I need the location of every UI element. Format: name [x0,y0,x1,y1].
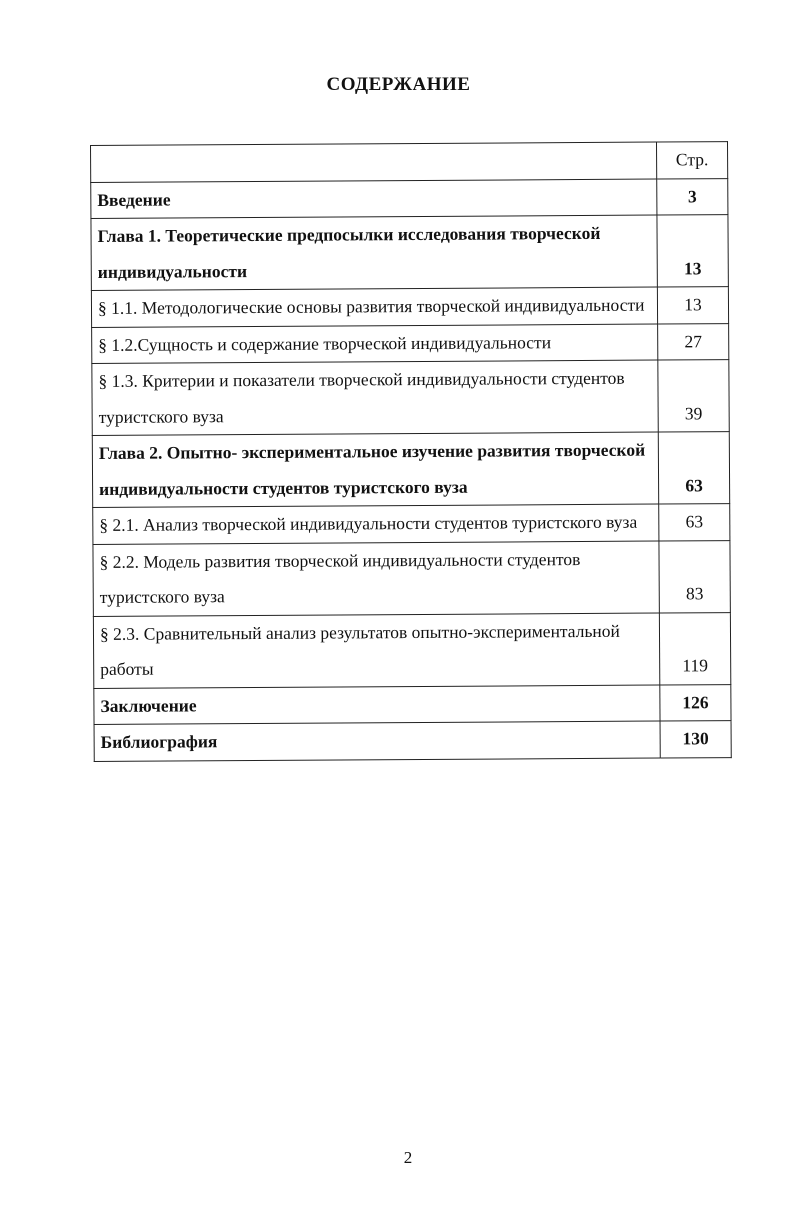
toc-entry-text: § 2.3. Сравнительный анализ результатов опытно-экспериментальной работы [93,613,659,688]
toc-entry-text: § 2.2. Модель развития творческой индивидуальности студентов туристского вуза [93,541,659,616]
toc-row-bibliography [94,721,731,761]
toc-header-page-cell: Стр. [656,142,727,179]
toc-row-chapter-2 [92,432,729,508]
toc-row-introduction [91,178,728,218]
toc-entry-page: 13 [657,215,728,287]
toc-entry-text: § 1.3. Критерии и показатели творческой индивидуальности студентов туристского вуза [92,360,658,435]
toc-entry-page: 3 [657,178,728,215]
toc-entry-page: 63 [659,504,730,541]
toc-row-section-1-3 [92,360,729,436]
toc-entry-page: 39 [658,360,729,432]
toc-header-row [91,142,728,182]
toc-entry-page: 83 [659,540,730,612]
toc-row-section-2-2 [93,540,730,616]
toc-entry-page: 27 [658,323,729,360]
toc-entry-text: Введение [91,179,657,219]
toc-entry-text: § 2.1. Анализ творческой индивидуальности студентов туристского вуза [93,504,659,544]
toc-entry-page: 119 [659,612,730,684]
toc-entry-text: Глава 2. Опытно- экспериментальное изучение развития творческой индивидуальности студентов туристского вуза [92,432,658,507]
toc-entry-page: 130 [660,721,731,758]
toc-row-chapter-1 [91,215,728,291]
toc-row-section-1-1 [91,287,728,327]
table-of-contents [90,141,732,761]
toc-entry-page: 126 [660,684,731,721]
toc-row-section-1-2 [92,323,729,363]
toc-entry-text: § 1.1. Методологические основы развития творческой индивидуальности [91,287,657,327]
page-title: СОДЕРЖАНИЕ [326,74,471,95]
toc-row-conclusion [94,684,731,724]
toc-row-section-2-1 [93,504,730,544]
toc-entry-text: Глава 1. Теоретические предпосылки исследования творческой индивидуальности [91,215,657,290]
toc-entry-page: 63 [658,432,729,504]
toc-header-title-cell [91,142,657,182]
page-number: 2 [403,1148,413,1167]
toc-row-section-2-3 [93,612,730,688]
toc-entry-text: § 1.2.Сущность и содержание творческой индивидуальности [92,324,658,364]
toc-entry-page: 13 [657,287,728,324]
toc-entry-text: Библиография [94,721,660,761]
toc-entry-text: Заключение [94,685,660,725]
